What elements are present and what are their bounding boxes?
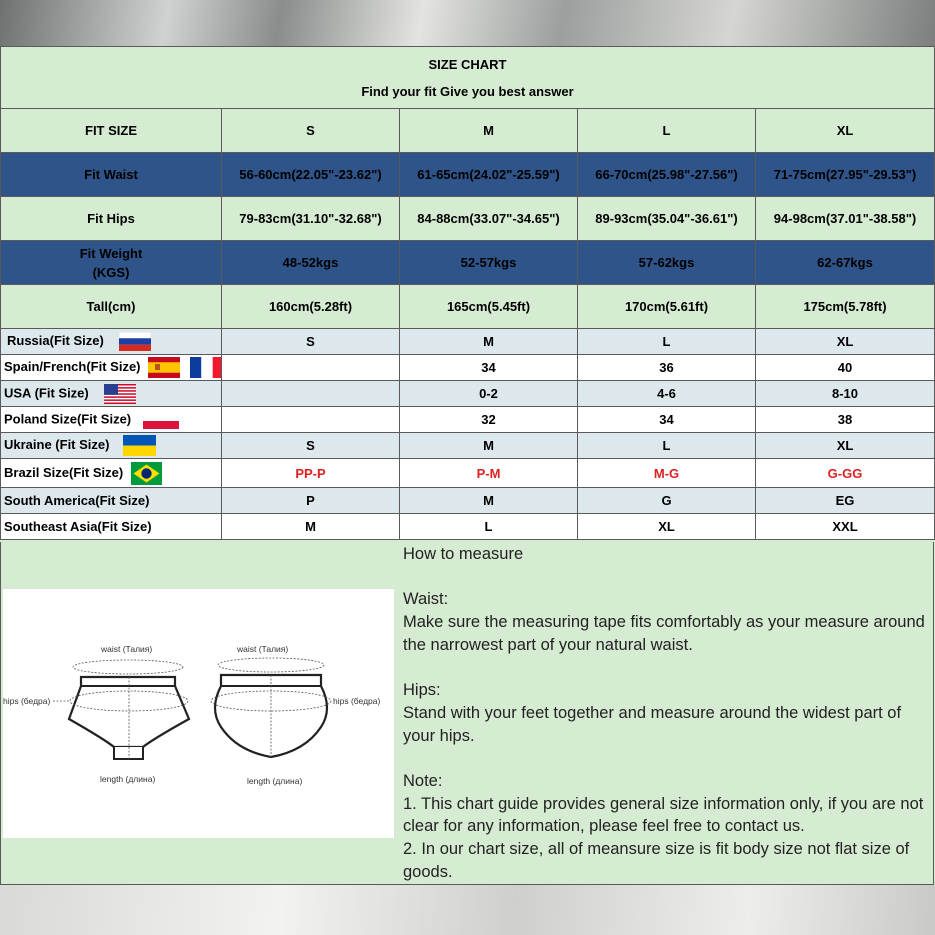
- table-cell: 38: [756, 407, 935, 433]
- france-flag-icon: [190, 357, 222, 378]
- hips-title: Hips:: [403, 681, 441, 700]
- table-cell: M-G: [578, 459, 756, 488]
- length-label-right: length (длина): [247, 776, 303, 786]
- poland-flag-icon: [143, 415, 179, 429]
- length-label-left: length (длина): [100, 774, 156, 784]
- table-cell: 94-98cm(37.01"-38.58"): [756, 197, 935, 241]
- header-size-s: S: [222, 109, 400, 153]
- waist-label-left: waist (Талия): [101, 644, 153, 654]
- underwear-diagram: [3, 589, 394, 838]
- row-label: [1, 329, 222, 355]
- header-size-l: L: [578, 109, 756, 153]
- table-cell: 4-6: [578, 381, 756, 407]
- table-cell: [222, 355, 400, 381]
- row-label: Fit Hips: [1, 197, 222, 241]
- hips-label-left: hips (бедра): [3, 696, 51, 706]
- row-label: Tall(cm): [1, 285, 222, 329]
- waist-tape-right: [218, 658, 324, 672]
- figure-panel: [0, 542, 400, 885]
- table-cell: XXL: [756, 514, 935, 540]
- spain-french-row: [1, 355, 935, 381]
- table-cell: S: [222, 433, 400, 459]
- spain-flag-icon: [148, 357, 180, 378]
- ukraine-row: [1, 433, 935, 459]
- hips-label-right: hips (бедра): [333, 696, 381, 706]
- table-cell: L: [578, 433, 756, 459]
- table-cell: [222, 381, 400, 407]
- row-label: Southeast Asia(Fit Size): [1, 514, 222, 540]
- table-cell: 8-10: [756, 381, 935, 407]
- header-size-xl: XL: [756, 109, 935, 153]
- southeast-asia-row: [1, 514, 935, 540]
- table-cell: [222, 407, 400, 433]
- header-size-m: M: [400, 109, 578, 153]
- row-label-text: Spain/French(Fit Size): [4, 358, 141, 374]
- instructions-panel: [399, 542, 934, 885]
- row-label-text: Brazil Size(Fit Size): [4, 464, 124, 480]
- table-cell: PP-P: [222, 459, 400, 488]
- measurement-figure: [3, 589, 394, 838]
- note-1: 1. This chart guide provides general size information only, if you are not clear for any information, please feel free to contact us.: [403, 794, 924, 836]
- row-label-text: Russia(Fit Size): [7, 332, 104, 348]
- table-cell: EG: [756, 488, 935, 514]
- table-cell: 40: [756, 355, 935, 381]
- row-label-line2: (KGS): [92, 264, 130, 280]
- waist-label-right: waist (Талия): [237, 644, 289, 654]
- row-label: [1, 407, 222, 433]
- table-cell: 66-70cm(25.98"-27.56"): [578, 153, 756, 197]
- row-label: [1, 459, 222, 488]
- table-cell: 0-2: [400, 381, 578, 407]
- poland-row: [1, 407, 935, 433]
- measure-guide-section: [0, 542, 934, 886]
- table-cell: 62-67kgs: [756, 241, 935, 285]
- chart-title-cell: [1, 47, 935, 109]
- row-label-text: Poland Size(Fit Size): [4, 410, 132, 426]
- header-fit-size: FIT SIZE: [1, 109, 222, 153]
- chart-subtitle: Find your fit Give you best answer: [361, 83, 574, 99]
- table-cell: 32: [400, 407, 578, 433]
- instructions-heading: How to measure: [403, 545, 524, 563]
- table-cell: G: [578, 488, 756, 514]
- waist-tape-left: [73, 660, 183, 674]
- row-label: [1, 355, 222, 381]
- table-cell: 52-57kgs: [400, 241, 578, 285]
- chart-title: SIZE CHART: [428, 56, 507, 72]
- row-label: [1, 241, 222, 285]
- note-title: Note:: [403, 771, 443, 790]
- size-chart-sheet: [0, 46, 935, 886]
- row-label-text: Ukraine (Fit Size): [4, 436, 110, 452]
- south-america-row: [1, 488, 935, 514]
- table-cell: 36: [578, 355, 756, 381]
- row-label-line1: Fit Weight: [79, 245, 143, 261]
- table-cell: 79-83cm(31.10"-32.68"): [222, 197, 400, 241]
- usa-row: [1, 381, 935, 407]
- fit-waist-row: [1, 153, 935, 197]
- table-cell: 57-62kgs: [578, 241, 756, 285]
- size-header-row: [1, 109, 935, 153]
- table-cell: 34: [400, 355, 578, 381]
- table-cell: 61-65cm(24.02"-25.59"): [400, 153, 578, 197]
- table-cell: 84-88cm(33.07"-34.65"): [400, 197, 578, 241]
- table-cell: 160cm(5.28ft): [222, 285, 400, 329]
- table-cell: P: [222, 488, 400, 514]
- size-chart-table: [0, 46, 935, 540]
- table-cell: L: [400, 514, 578, 540]
- table-cell: L: [578, 329, 756, 355]
- table-cell: 71-75cm(27.95"-29.53"): [756, 153, 935, 197]
- table-cell: 175cm(5.78ft): [756, 285, 935, 329]
- table-cell: M: [400, 329, 578, 355]
- table-cell: P-M: [400, 459, 578, 488]
- table-cell: 170cm(5.61ft): [578, 285, 756, 329]
- table-cell: XL: [756, 433, 935, 459]
- russia-flag-icon: [119, 332, 151, 351]
- ukraine-flag-icon: [123, 435, 156, 456]
- brazil-row: [1, 459, 935, 488]
- waist-text: Make sure the measuring tape fits comfortably as your measure around the narrowest part of your natural waist.: [403, 613, 925, 654]
- table-cell: 48-52kgs: [222, 241, 400, 285]
- table-cell: 56-60cm(22.05"-23.62"): [222, 153, 400, 197]
- row-label: [1, 381, 222, 407]
- table-cell: XL: [756, 329, 935, 355]
- usa-flag-icon: [104, 384, 136, 404]
- row-label: Fit Waist: [1, 153, 222, 197]
- row-label: [1, 433, 222, 459]
- table-cell: 89-93cm(35.04"-36.61"): [578, 197, 756, 241]
- photo-background-bottom: [0, 885, 935, 935]
- tall-row: [1, 285, 935, 329]
- fit-hips-row: [1, 197, 935, 241]
- note-2: 2. In our chart size, all of meansure size is fit body size not flat size of goods.: [403, 840, 910, 881]
- brazil-flag-icon: [131, 462, 162, 485]
- table-cell: M: [400, 433, 578, 459]
- table-cell: 165cm(5.45ft): [400, 285, 578, 329]
- russia-row: [1, 329, 935, 355]
- hips-text: Stand with your feet together and measure around the widest part of your hips.: [403, 703, 902, 745]
- table-cell: S: [222, 329, 400, 355]
- table-cell: M: [222, 514, 400, 540]
- table-cell: XL: [578, 514, 756, 540]
- row-label-text: USA (Fit Size): [4, 384, 89, 400]
- table-cell: M: [400, 488, 578, 514]
- row-label: South America(Fit Size): [1, 488, 222, 514]
- table-cell: G-GG: [756, 459, 935, 488]
- photo-background-top: [0, 0, 935, 46]
- table-cell: 34: [578, 407, 756, 433]
- waist-title: Waist:: [403, 590, 449, 609]
- fit-weight-row: [1, 241, 935, 285]
